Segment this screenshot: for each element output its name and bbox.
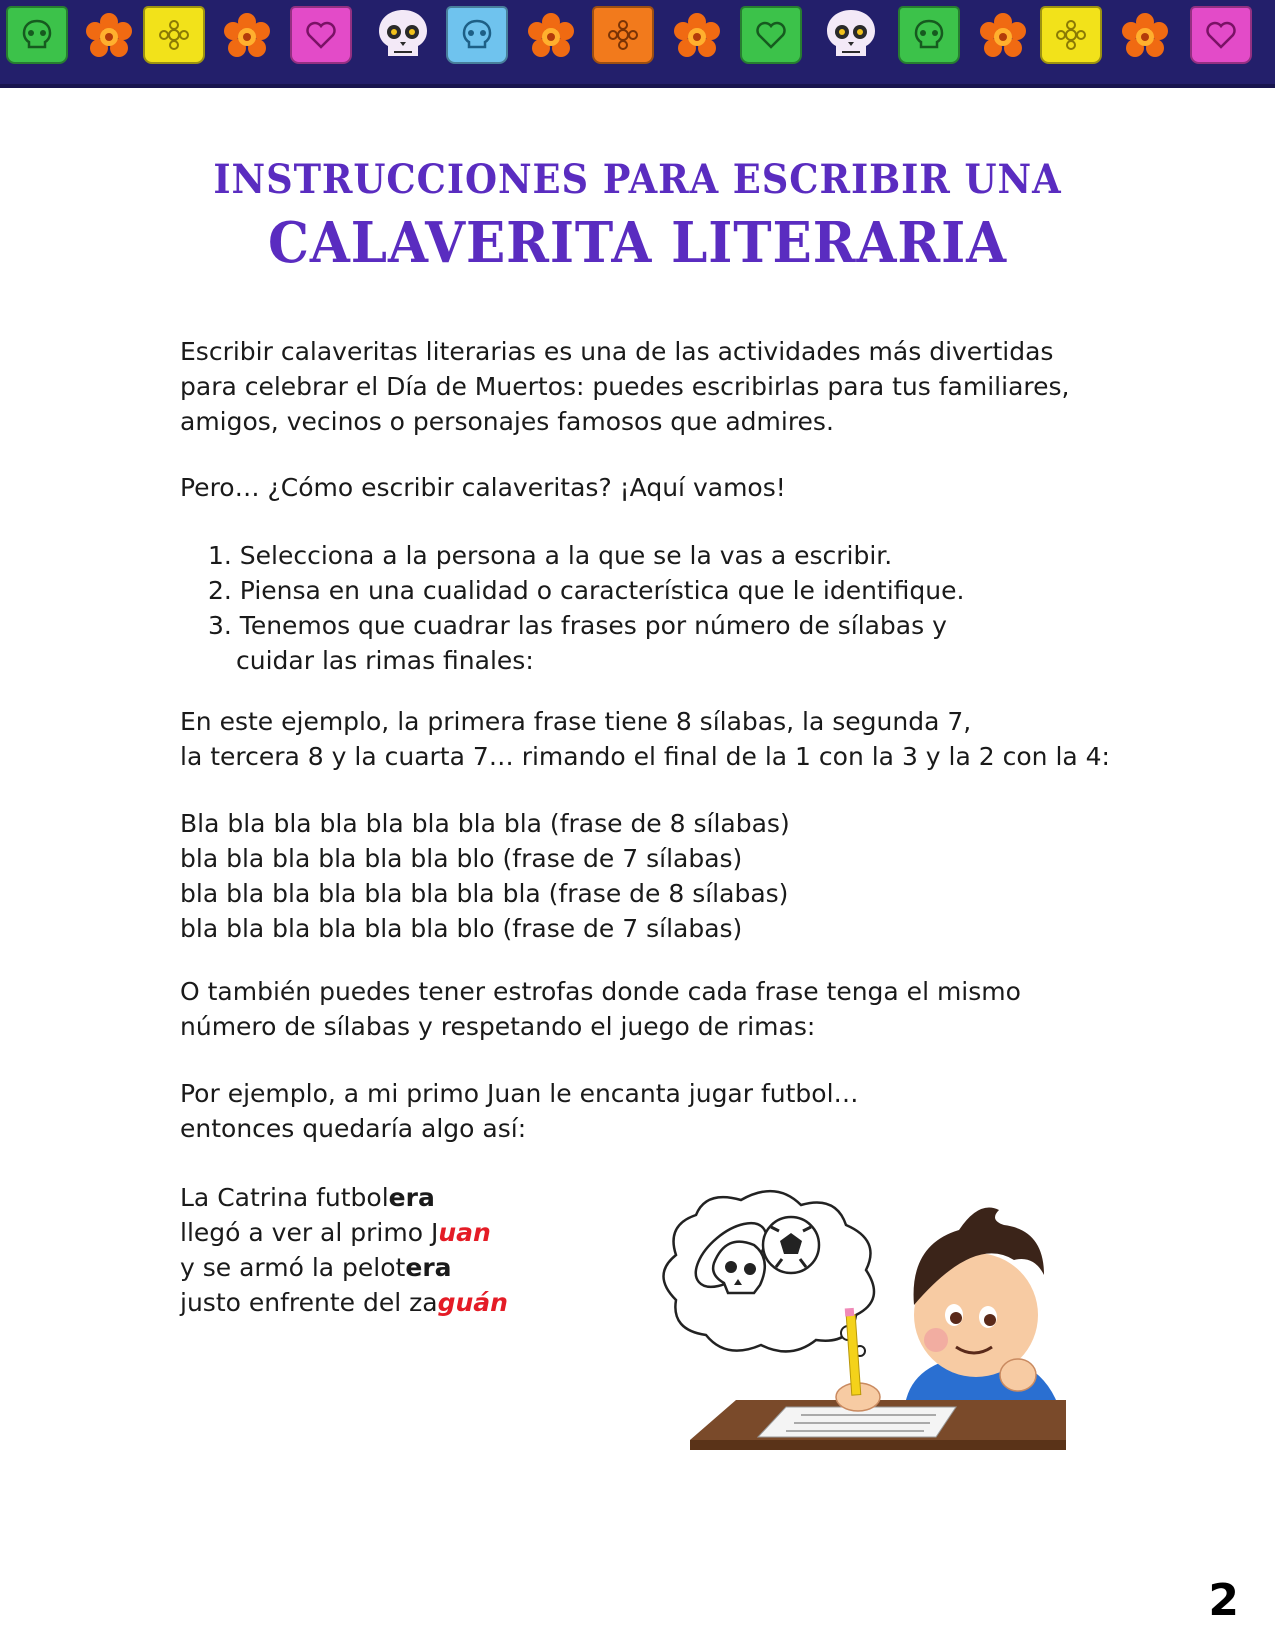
papel-picado-heart-flag-icon [1190, 6, 1252, 64]
poem-text: llegó a ver al primo J [180, 1218, 439, 1247]
page-title-line-1: INSTRUCCIONES PARA ESCRIBIR UNA [213, 156, 1062, 203]
papel-picado-skull-flag-icon [446, 6, 508, 64]
intro-line: amigos, vecinos o personajes famosos que admires. [180, 407, 834, 436]
example-intro-paragraph [180, 704, 1140, 774]
pattern-line: bla bla bla bla bla bla blo (frase de 7 sílabas) [180, 914, 743, 943]
example-person-line: Por ejemplo, a mi primo Juan le encanta jugar futbol… [180, 1079, 859, 1108]
poem-text: y se armó la pelot [180, 1253, 406, 1282]
poem-line [180, 1285, 600, 1320]
poem-text: justo enfrente del za [180, 1288, 438, 1317]
step-item: 3. Tenemos que cuadrar las frases por número de sílabas y [208, 611, 947, 640]
sugar-skull-icon [372, 6, 434, 66]
example-poem [180, 1180, 600, 1320]
alternative-paragraph [180, 974, 1140, 1044]
intro-paragraph [180, 334, 1140, 439]
papel-picado-banner [0, 0, 1275, 88]
marigold-flower-icon [978, 12, 1028, 62]
example-person-paragraph [180, 1076, 1140, 1146]
alternative-line: O también puedes tener estrofas donde cada frase tenga el mismo [180, 977, 1021, 1006]
poem-rhyme-syllable: era [388, 1183, 435, 1212]
marigold-flower-icon [1120, 12, 1170, 62]
boy-icon [836, 1208, 1056, 1412]
step-item-continuation: cuidar las rimas finales: [236, 646, 534, 675]
page-number: 2 [1208, 1575, 1239, 1626]
papel-picado-skull-flag-icon [6, 6, 68, 64]
boy-thinking-writing-icon [636, 1175, 1136, 1520]
example-intro-line: En este ejemplo, la primera frase tiene 8 sílabas, la segunda 7, [180, 707, 972, 736]
poem-line [180, 1180, 600, 1215]
example-intro-line: la tercera 8 y la cuarta 7… rimando el final de la 1 con la 3 y la 2 con la 4: [180, 742, 1110, 771]
example-person-line: entonces quedaría algo así: [180, 1114, 527, 1143]
poem-rhyme-syllable: era [405, 1253, 452, 1282]
marigold-flower-icon [672, 12, 722, 62]
poem-line [180, 1250, 600, 1285]
papel-picado-flower-flag-icon [592, 6, 654, 64]
steps-list [180, 538, 1140, 678]
desk-icon [690, 1400, 1066, 1450]
papel-picado-heart-flag-icon [290, 6, 352, 64]
pattern-line: Bla bla bla bla bla bla bla bla (frase de 8 sílabas) [180, 809, 790, 838]
alternative-line: número de sílabas y respetando el juego de rimas: [180, 1012, 816, 1041]
marigold-flower-icon [526, 12, 576, 62]
marigold-flower-icon [84, 12, 134, 62]
question-line: Pero… ¿Cómo escribir calaveritas? ¡Aquí vamos! [180, 473, 786, 502]
poem-text: La Catrina futbol [180, 1183, 389, 1212]
pattern-line: bla bla bla bla bla bla bla bla (frase de 8 sílabas) [180, 879, 789, 908]
poem-rhyme-syllable: guán [437, 1288, 508, 1317]
intro-line: para celebrar el Día de Muertos: puedes escribirlas para tus familiares, [180, 372, 1070, 401]
marigold-flower-icon [222, 12, 272, 62]
page-title-line-2: CALAVERITA LITERARIA [267, 210, 1008, 276]
sugar-skull-icon [820, 6, 882, 66]
papel-picado-skull-flag-icon [898, 6, 960, 64]
syllable-pattern [180, 806, 1140, 946]
papel-picado-flower-flag-icon [1040, 6, 1102, 64]
step-item: 1. Selecciona a la persona a la que se la vas a escribir. [208, 541, 893, 570]
papel-picado-flower-flag-icon [143, 6, 205, 64]
poem-rhyme-syllable: uan [438, 1218, 491, 1247]
pattern-line: bla bla bla bla bla bla blo (frase de 7 sílabas) [180, 844, 743, 873]
poem-line [180, 1215, 600, 1250]
step-item: 2. Piensa en una cualidad o característica que le identifique. [208, 576, 965, 605]
intro-line: Escribir calaveritas literarias es una de las actividades más divertidas [180, 337, 1054, 366]
papel-picado-heart-flag-icon [740, 6, 802, 64]
soccer-ball-icon [763, 1217, 819, 1273]
question-paragraph [180, 470, 1140, 505]
